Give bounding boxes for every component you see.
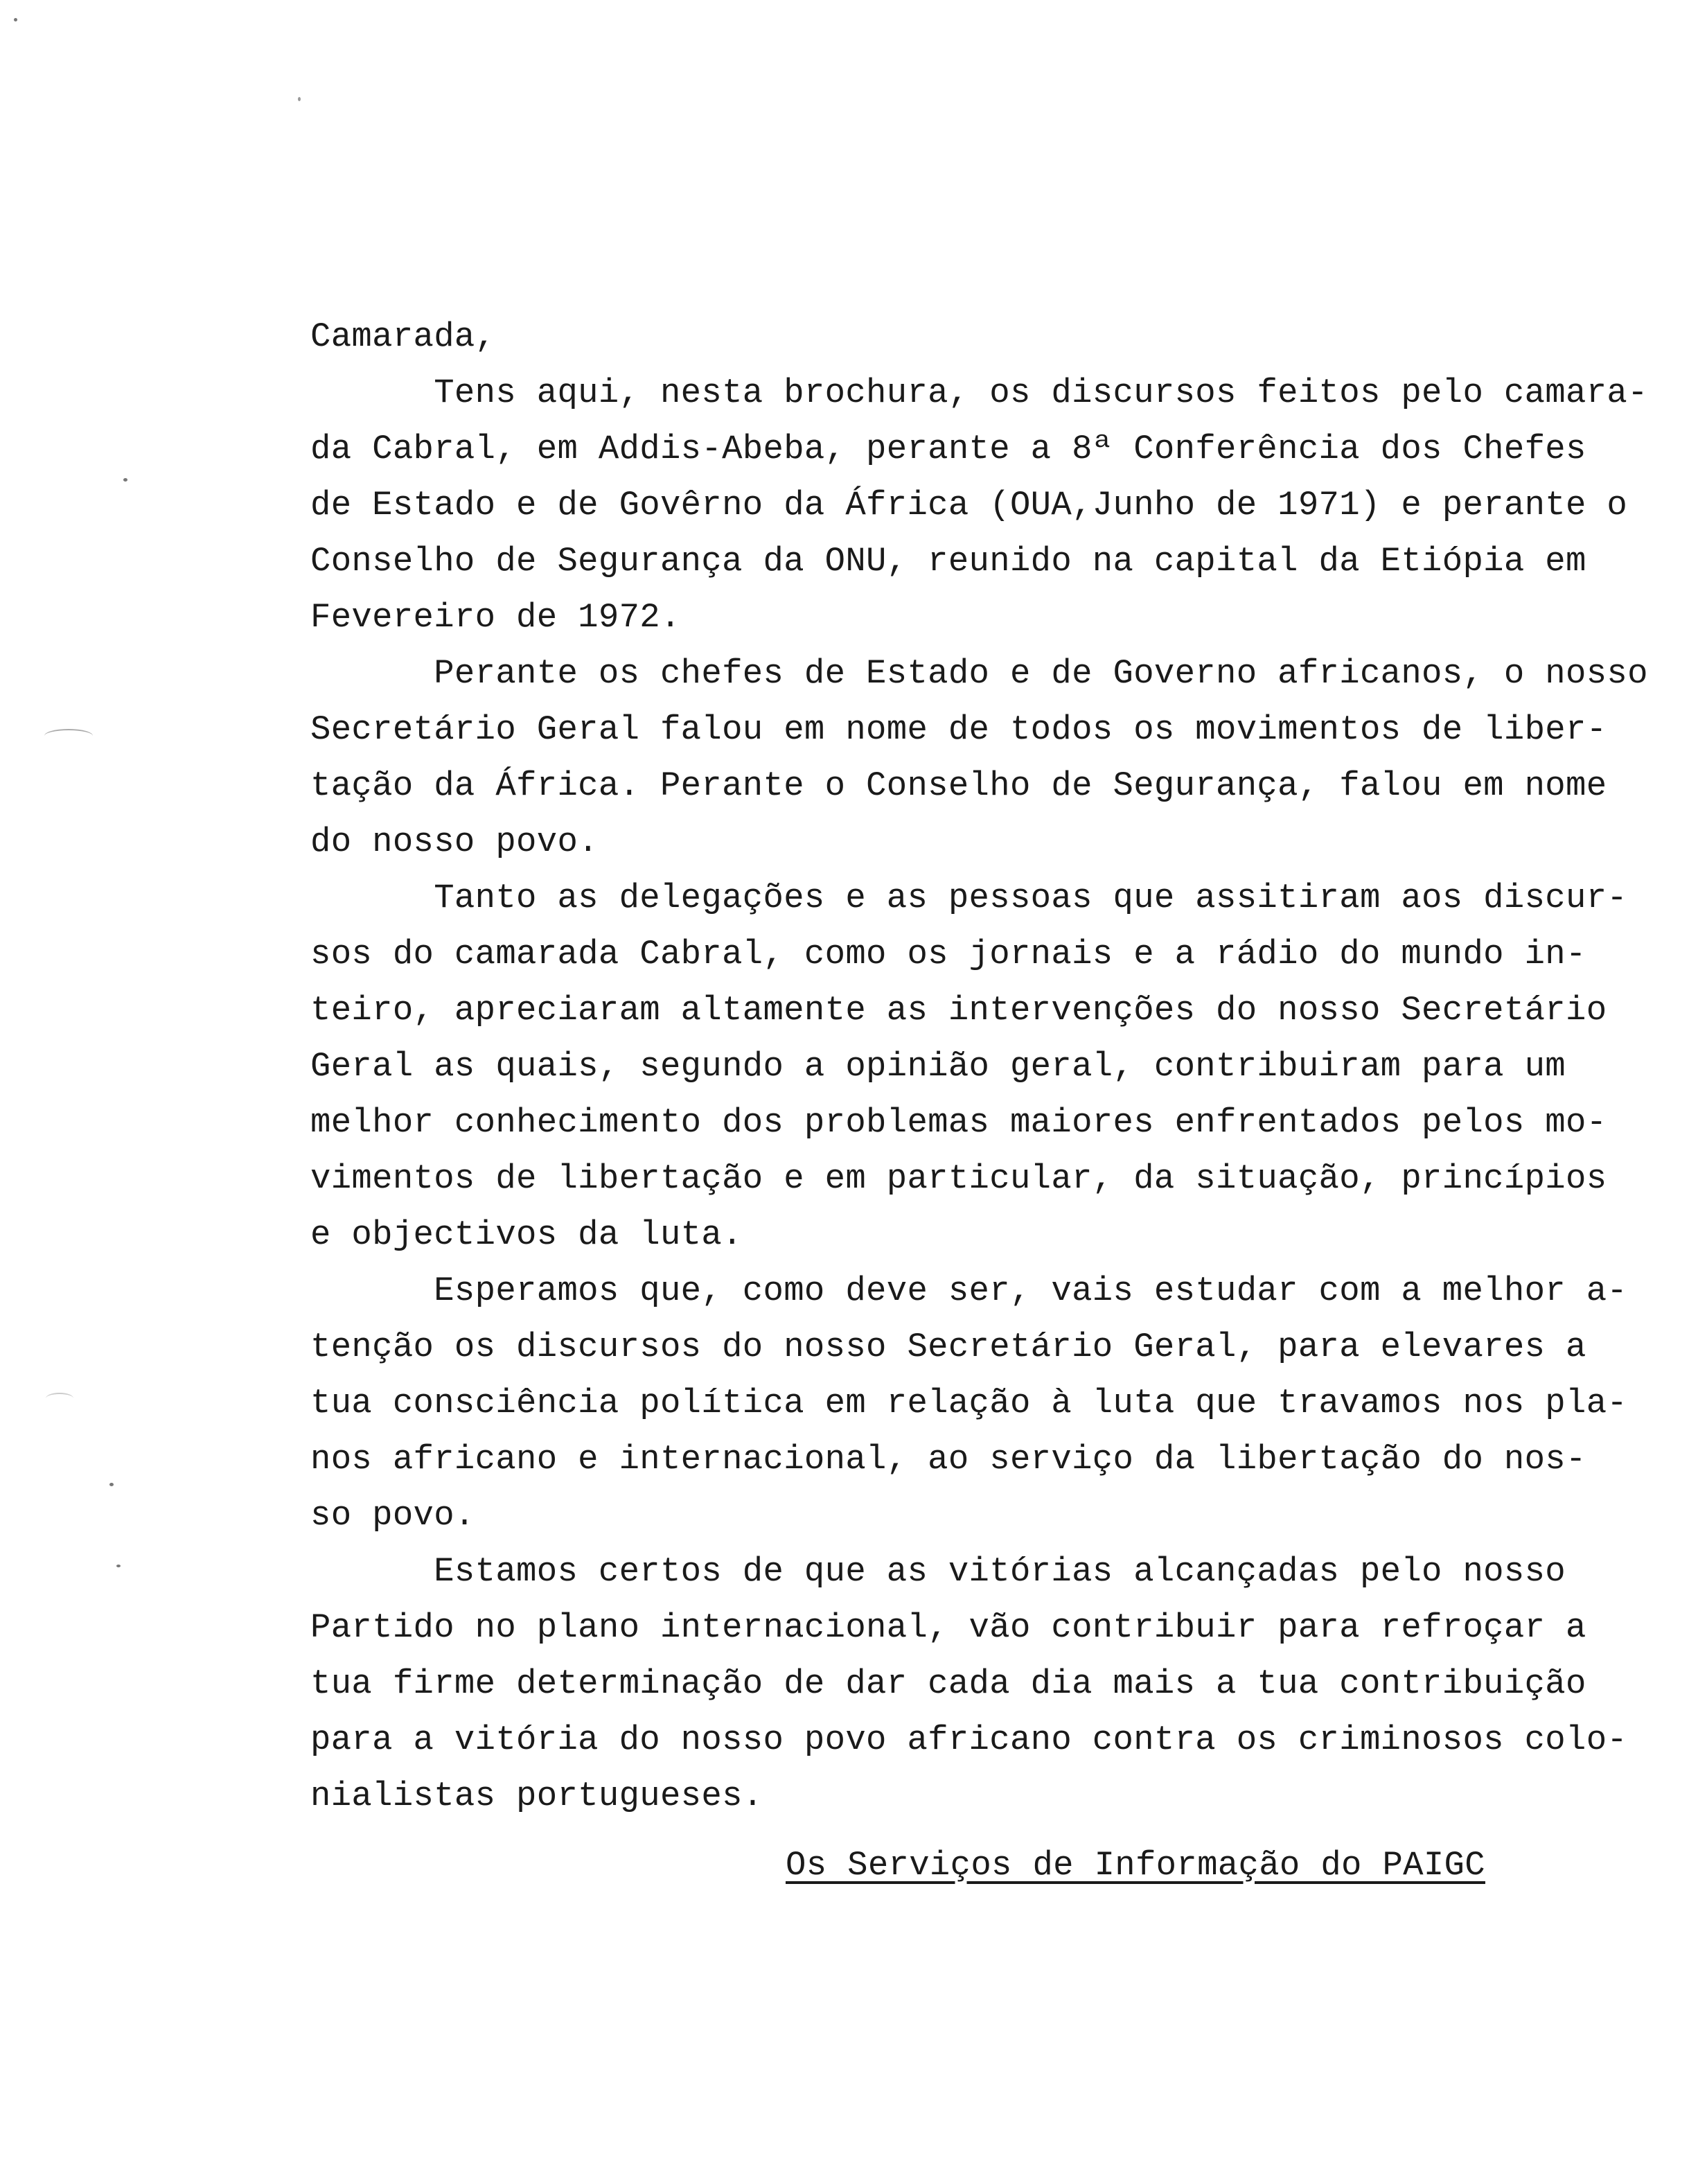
signature: Os Serviços de Informação do PAIGC [786, 1846, 1485, 1885]
letter-line: e objectivos da luta. [310, 1215, 743, 1254]
letter-line: sos do camarada Cabral, como os jornais e a rádio do mundo in- [310, 935, 1586, 974]
letter-line: da Cabral, em Addis-Abeba, perante a 8ª Conferência dos Chefes [310, 430, 1586, 468]
scan-mark [46, 1393, 73, 1404]
scan-speck [298, 97, 301, 101]
salutation: Camarada, [310, 317, 496, 356]
letter-line: Fevereiro de 1972. [310, 598, 681, 637]
letter-line: so povo. [310, 1496, 475, 1535]
letter-line: de Estado e de Govêrno da África (OUA,Junho de 1971) e perante o [310, 486, 1628, 525]
letter-line: do nosso povo. [310, 822, 599, 861]
letter-line: tua consciência política em relação à luta que travamos nos pla- [310, 1384, 1628, 1423]
letter-line: Perante os chefes de Estado e de Governo africanos, o nosso [310, 654, 1648, 693]
letter-line: Secretário Geral falou em nome de todos os movimentos de liber- [310, 710, 1607, 749]
letter-line: tua firme determinação de dar cada dia mais a tua contribuição [310, 1664, 1586, 1703]
scan-speck [123, 478, 127, 482]
letter-line: nialistas portugueses. [310, 1777, 763, 1815]
letter-line: nos africano e internacional, ao serviço da libertação do nos- [310, 1440, 1586, 1479]
letter-line: Partido no plano internacional, vão contribuir para refroçar a [310, 1608, 1586, 1647]
letter-line: para a vitória do nosso povo africano contra os criminosos colo- [310, 1720, 1628, 1759]
scan-speck [116, 1565, 121, 1567]
scan-speck [109, 1483, 114, 1486]
letter-line: Tens aqui, nesta brochura, os discursos feitos pelo camara- [310, 373, 1648, 412]
letter-line: Esperamos que, como deve ser, vais estudar com a melhor a- [310, 1271, 1628, 1310]
letter-body [310, 365, 1648, 1824]
letter-line: tação da África. Perante o Conselho de Segurança, falou em nome [310, 766, 1607, 805]
letter-line: melhor conhecimento dos problemas maiores enfrentados pelos mo- [310, 1103, 1607, 1142]
letter-line: Geral as quais, segundo a opinião geral, contribuiram para um [310, 1047, 1566, 1086]
letter-line: tenção os discursos do nosso Secretário Geral, para elevares a [310, 1328, 1586, 1366]
scan-speck [14, 18, 17, 21]
letter-line: Tanto as delegações e as pessoas que assitiram aos discur- [310, 879, 1628, 917]
letter-line: vimentos de libertação e em particular, da situação, princípios [310, 1159, 1607, 1198]
scan-mark [44, 729, 93, 743]
letter-line: Estamos certos de que as vitórias alcançadas pelo nosso [310, 1552, 1566, 1591]
letter-line: Conselho de Segurança da ONU, reunido na capital da Etiópia em [310, 542, 1586, 581]
letter-line: teiro, apreciaram altamente as intervenções do nosso Secretário [310, 991, 1607, 1030]
